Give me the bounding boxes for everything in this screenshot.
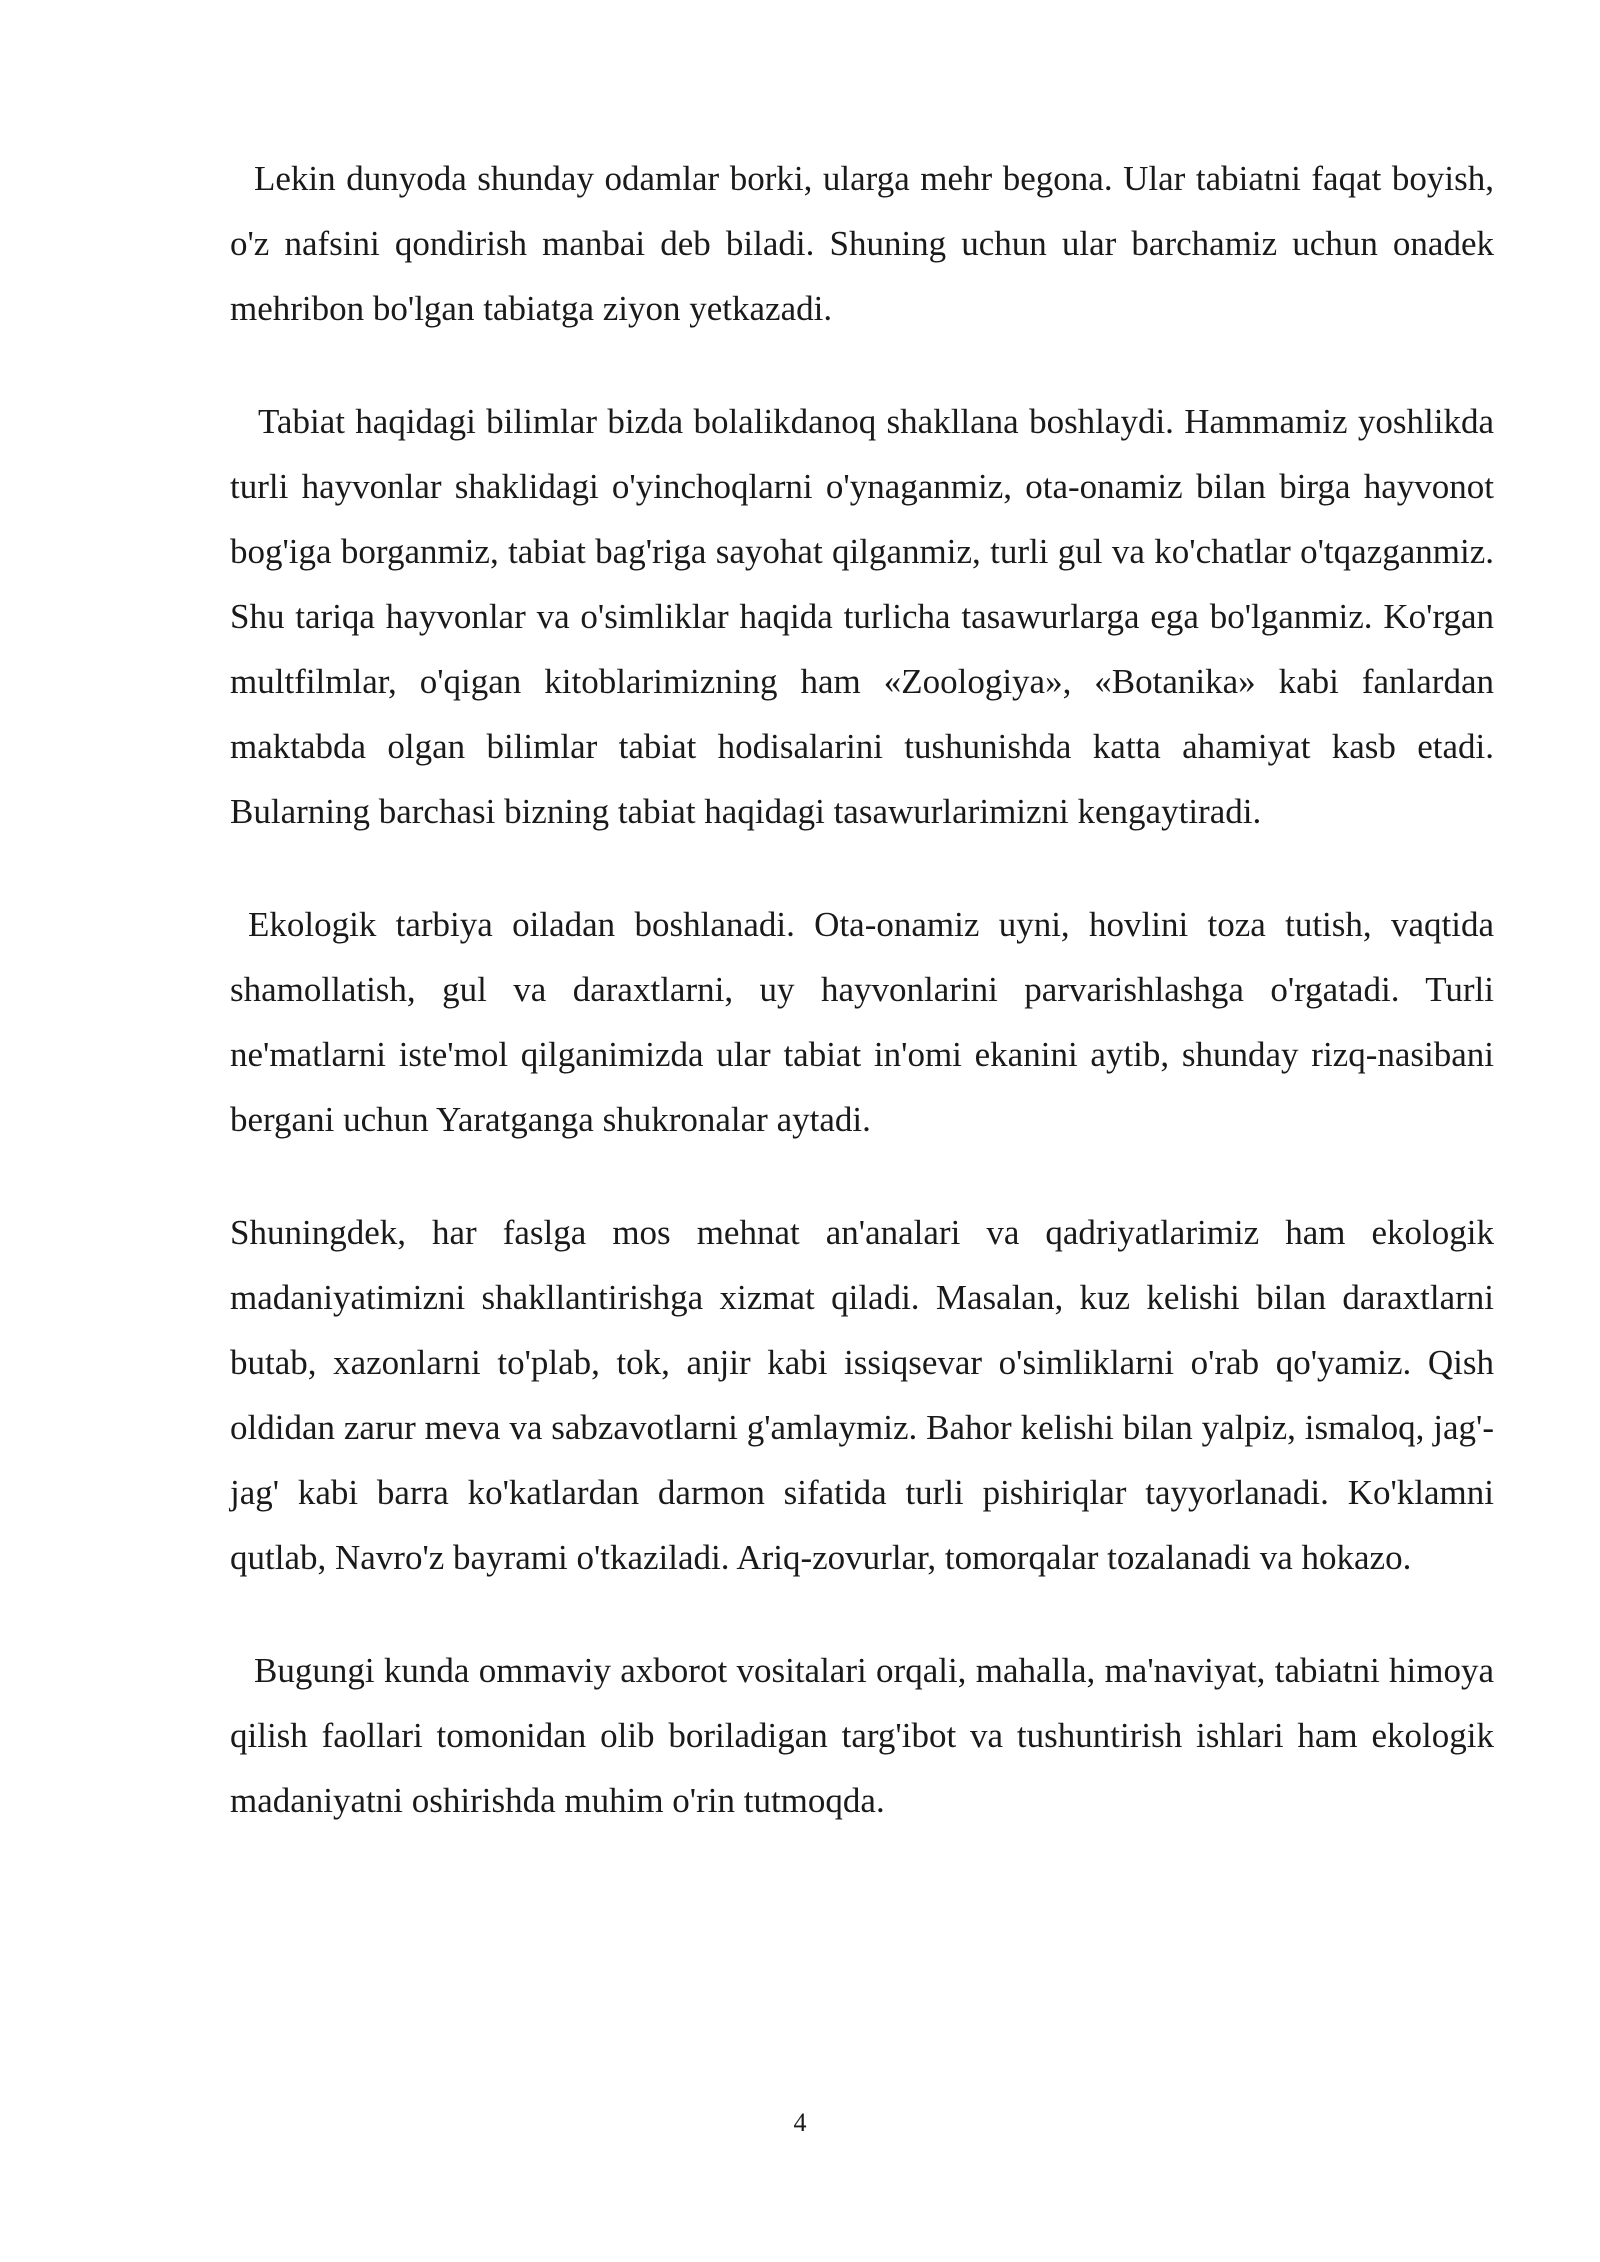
- page-number: 4: [793, 2108, 807, 2137]
- paragraph-1: Lekin dunyoda shunday odamlar borki, ularga mehr begona. Ular tabiatni faqat boyish, o'z nafsini qondirish manbai deb biladi. Shuning uchun ular barchamiz uchun onadek mehribon bo'lgan tabiatga ziyon yetkazadi.: [230, 159, 1494, 328]
- paragraph-4: Shuningdek, har faslga mos mehnat an'analari va qadriyatlarimiz ham ekologik madaniyatimizni shakllantirishga xizmat qiladi. Masalan, kuz kelishi bilan daraxtlarni butab, xazonlarni to'plab, tok, anjir kabi issiqsevar o'simliklarni o'rab qo'yamiz. Qish oldidan zarur meva va sabzavotlarni g'amlaymiz. Bahor kelishi bilan yalpiz, ismaloq, jag'-jag' kabi barra ko'katlardan darmon sifatida turli pishiriqlar tayyorlanadi. Ko'klamni qutlab, Navro'z bayrami o'tkaziladi. Ariq-zovurlar, tomorqalar tozalanadi va hokazo.: [230, 1213, 1494, 1577]
- paragraph-3: Ekologik tarbiya oiladan boshlanadi. Ota-onamiz uyni, hovlini toza tutish, vaqtida shamollatish, gul va daraxtlarni, uy hayvonlarini parvarishlashga o'rgatadi. Turli ne'matlarni iste'mol qilganimizda ular tabiat in'omi ekanini aytib, shunday rizq-nasibani bergani uchun Yaratganga shukronalar aytadi.: [230, 905, 1494, 1139]
- paragraph-2: Tabiat haqidagi bilimlar bizda bolalikdanoq shakllana boshlaydi. Hammamiz yoshlikda turli hayvonlar shaklidagi o'yinchoqlarni o'ynaganmiz, ota-onamiz bilan birga hayvonot bog'iga borganmiz, tabiat bag'riga sayohat qilganmiz, turli gul va ko'chatlar o'tqazganmiz. Shu tariqa hayvonlar va o'simliklar haqida turlicha tasawurlarga ega bo'lganmiz. Ko'rgan multfilmlar, o'qigan kitoblarimizning ham «Zoologiya», «Botanika» kabi fanlardan maktabda olgan bilimlar tabiat hodisalarini tushunishda katta ahamiyat kasb etadi. Bularning barchasi bizning tabiat haqidagi tasawurlarimizni kengaytiradi.: [230, 402, 1494, 831]
- paragraph-5: Bugungi kunda ommaviy axborot vositalari orqali, mahalla, ma'naviyat, tabiatni himoya qilish faollari tomonidan olib boriladigan targ'ibot va tushuntirish ishlari ham ekologik madaniyatni oshirishda muhim o'rin tutmoqda.: [230, 1651, 1494, 1820]
- document-body: [230, 146, 1494, 1881]
